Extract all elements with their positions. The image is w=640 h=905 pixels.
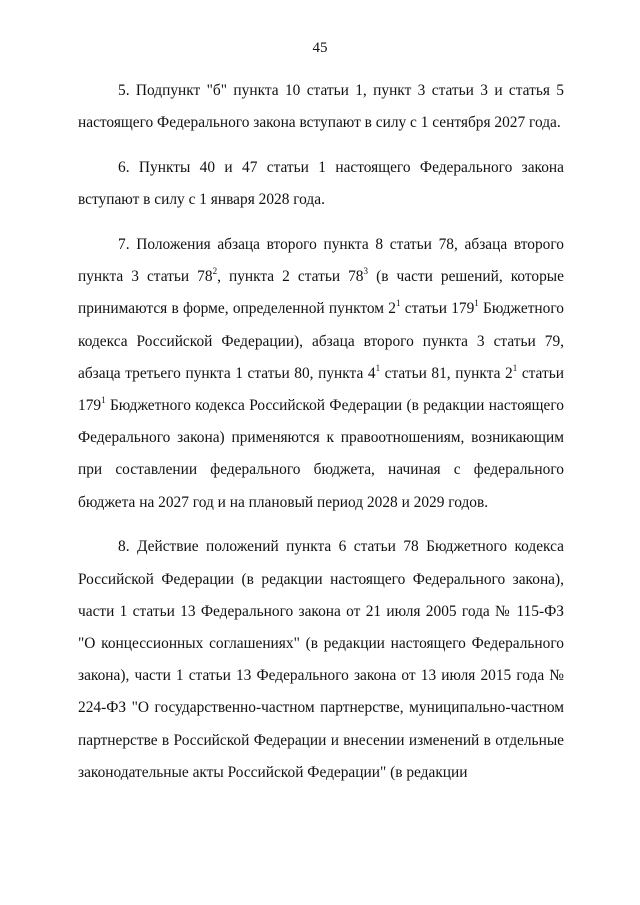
paragraph-text: 5. Подпункт "б" пункта 10 статьи 1, пункт 3 статьи 3 и статья 5 настоящего Федерального закона вступают в силу с 1 сентября 2027 года. [78, 82, 564, 132]
paragraph-text: 8. Действие положений пункта 6 статьи 78 Бюджетного кодекса Российской Федерации (в редакции настоящего Федерального закона), части 1 статьи 13 Федерального закона от 21 июля 2005 года № 115-ФЗ "О концессионных соглашениях" (в редакции настоящего Федерального закона), части 1 статьи 13 Федерального закона от 13 июля 2015 года № 224-ФЗ "О государственно-частном партнерстве, муниципально-частном партнерстве в Российской Федерации и внесении изменений в отдельные законодательные акты Российской Федерации" (в редакции [78, 538, 564, 781]
document-body [78, 75, 564, 802]
paragraph-text: статьи 81, пункта 2 [384, 364, 513, 382]
paragraph-8 [78, 531, 564, 789]
paragraph-text: Бюджетного кодекса Российской Федерации (в редакции настоящего Федерального закона) применяются к правоотношениям, возникающим при составлении федерального бюджета, начиная с федерального бюджета на 2027 год и на плановый период 2028 и 2029 годов. [78, 397, 564, 511]
paragraph-text: пункта 2 статьи 78 [228, 268, 364, 286]
paragraph-text: 6. Пункты 40 и 47 статьи 1 настоящего Федерального закона вступают в силу с 1 января 2028 года. [78, 159, 564, 209]
paragraph-text: (в части решений, которые принимаются в форме, определенной пунктом 2 [78, 268, 564, 318]
superscript: 1 [375, 362, 381, 373]
paragraph-text: статьи 179 [78, 364, 564, 415]
superscript: 1 [512, 362, 518, 373]
paragraph-7: 7. Положения абзаца второго пункта 8 статьи 78, абзаца второго пункта 3 статьи $78^2$, пункта 2 статьи $78^3$ (в части решений, которые принимаются в форме, определенной пунктом $2^1$ статьи $179^1$ Бюджетного кодекса Российской Федерации), абзаца второго пункта 3 статьи 79, абзаца третьего пункта 1 статьи 80, пункта $4^1$ статьи 81, пункта $2^1$ статьи $179^1$ Бюджетного кодекса Российской Федерации (в редакции настоящего Федерального закона) применяются к правоотношениям, возникающим при составлении федерального бюджета, начиная с федерального бюджета на 2027 год и на плановый период 2028 и 2029 годов. [78, 236, 564, 511]
paragraph-6 [78, 152, 564, 216]
superscript: 1 [101, 394, 106, 405]
superscript: 3 [363, 266, 369, 277]
paragraph-text: статьи 179 [404, 300, 475, 318]
paragraph-text: 7. Положения абзаца второго пункта 8 статьи 78, абзаца второго пункта 3 статьи 78 [78, 236, 564, 286]
superscript: 2 [212, 266, 218, 277]
superscript: 1 [474, 298, 479, 309]
paragraph-text: Бюджетного кодекса Российской Федерации), абзаца второго пункта 3 статьи 79, абзаца третьего пункта 1 статьи 80, пункта 4 [78, 300, 564, 382]
paragraph-5 [78, 75, 564, 139]
superscript: 1 [396, 298, 401, 309]
page-number: 45 [312, 40, 328, 56]
